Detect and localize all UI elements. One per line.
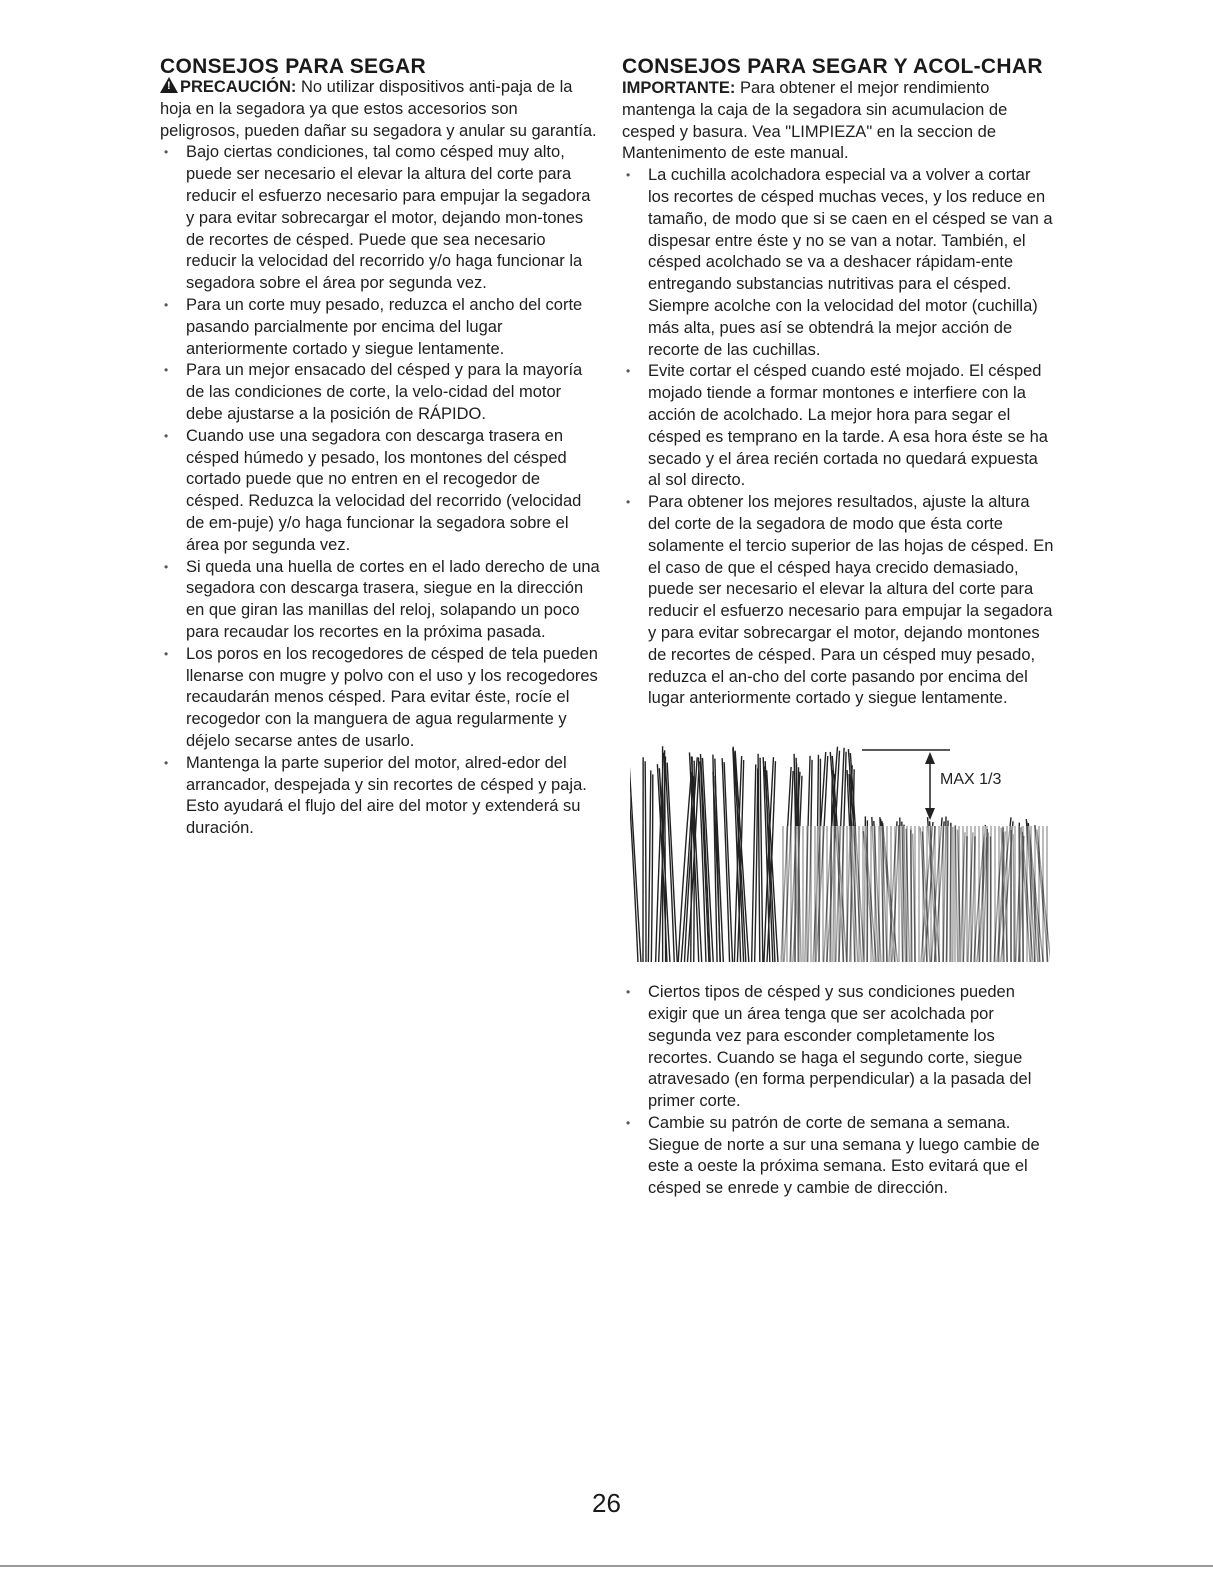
list-item: • La cuchilla acolchadora especial va a volver a cortar los recortes de césped muchas veces, y los reduce en tamaño, de modo que si se caen en el césped se van a dispesar entre éste y no se van a notar. También, el césped acolchado se va a deshacer rápidam-ente entregando substancias nutritivas para el césped. Siempre acolche con la velocidad del motor (cuchilla) más alta, pues así se obtendrá la mejor acción de recorte de las cuchillas. — [622, 165, 1054, 361]
warning-icon — [160, 77, 178, 93]
mowing-tips-list — [160, 142, 600, 840]
list-item: • Cambie su patrón de corte de semana a semana. Siegue de norte a sur una semana y luego cambie de este a oeste la próxima semana. Esto evitará que el césped se enrede y cambie de dirección. — [622, 1113, 1054, 1200]
list-item: • Los poros en los recogedores de césped de tela pueden llenarse con mugre y polvo con el uso y los recogedores recaudarán menos césped. Para evitar éste, rocíe el recogedor con la manguera de agua regularmente y déjelo secarse antes de usarlo. — [160, 644, 600, 753]
list-item: • Cuando use una segadora con descarga trasera en césped húmedo y pesado, los montones del césped cortado puede que no entren en el recogedor de césped. Reduzca la velocidad del recorrido (velocidad de em-puje) y/o haga funcionar la segadora sobre el área por segunda vez. — [160, 426, 600, 557]
right-column — [622, 56, 1054, 1200]
mowing-tips-heading: CONSEJOS PARA SEGAR — [160, 55, 426, 78]
caution-paragraph — [160, 77, 600, 142]
caution-label: PRECAUCIÓN: — [180, 78, 297, 96]
important-paragraph — [622, 78, 1054, 165]
mulching-tips-list — [622, 165, 1054, 710]
list-item: • Para un corte muy pesado, reduzca el ancho del corte pasando parcialmente por encima del lugar anteriormente cortado y siegue lentamente. — [160, 295, 600, 360]
page-number: 26 — [592, 1488, 621, 1518]
bottom-divider — [0, 1565, 1213, 1567]
important-text: Para obtener el mejor rendimiento mantenga la caja de la segadora sin acumulacion de cesped y basura. Vea "LIMPIEZA" en la seccion de Mantenimento de este manual. — [622, 79, 1008, 163]
list-item: • Mantenga la parte superior del motor, alred-edor del arrancador, despejada y sin recortes de césped y paja. Esto ayudará el flujo del aire del motor y extenderá su duración. — [160, 753, 600, 840]
caution-text: No utilizar dispositivos anti-paja de la hoja en la segadora ya que estos accesorios son peligrosos, pueden dañar su segadora y anular su garantía. — [160, 78, 597, 140]
important-label: IMPORTANTE: — [622, 79, 736, 97]
max-label: MAX 1/3 — [940, 771, 1002, 789]
list-item: • Ciertos tipos de césped y sus condiciones pueden exigir que un área tenga que ser acolchada por segunda vez para esconder completamente los recortes. Cuando se haga el segundo corte, siegue atravesado (en forma perpendicular) a la pasada del primer corte. — [622, 982, 1054, 1113]
left-column — [160, 56, 600, 840]
list-item: • Evite cortar el césped cuando esté mojado. El césped mojado tiende a formar montones e interfiere con la acción de acolchado. La mejor hora para segar el césped es temprano en la tarde. A esa hora éste se ha secado y el área recién cortada no quedará expuesta al sol directo. — [622, 361, 1054, 492]
mulching-tips-heading: CONSEJOS PARA SEGAR Y ACOL-CHAR — [622, 55, 1043, 78]
short-grass-shading — [780, 826, 1050, 962]
list-item: • Para un mejor ensacado del césped y para la mayoría de las condiciones de corte, la velo-cidad del motor debe ajustarse a la posición de RÁPIDO. — [160, 360, 600, 425]
list-item: • Si queda una huella de cortes en el lado derecho de una segadora con descarga trasera, siegue en la dirección en que giran las manillas del reloj, solapando un poco para recaudar los recortes en la próxima pasada. — [160, 557, 600, 644]
list-item: • Para obtener los mejores resultados, ajuste la altura del corte de la segadora de modo que ésta corte solamente el tercio superior de las hojas de césped. En el caso de que el césped haya crecido demasiado, puede ser necesario el elevar la altura del corte para reducir el esfuerzo necesario para empujar la segadora y para evitar sobrecargar el motor, dejando montones de recortes de césped. Para un césped muy pesado, reduzca el an-cho del corte pasando por encima del lugar anteriormente cortado y siegue lentamente. — [622, 492, 1054, 710]
grass-cutting-illustration — [630, 736, 1050, 962]
mulching-tips-list-continued — [622, 982, 1054, 1200]
list-item: • Bajo ciertas condiciones, tal como césped muy alto, puede ser necesario el elevar la altura del corte para reducir el esfuerzo necesario para empujar la segadora y para evitar sobrecargar el motor, dejando mon-tones de recortes de césped. Puede que sea necesario reducir la velocidad del recorrido y/o haga funcionar la segadora sobre el área por segunda vez. — [160, 142, 600, 295]
